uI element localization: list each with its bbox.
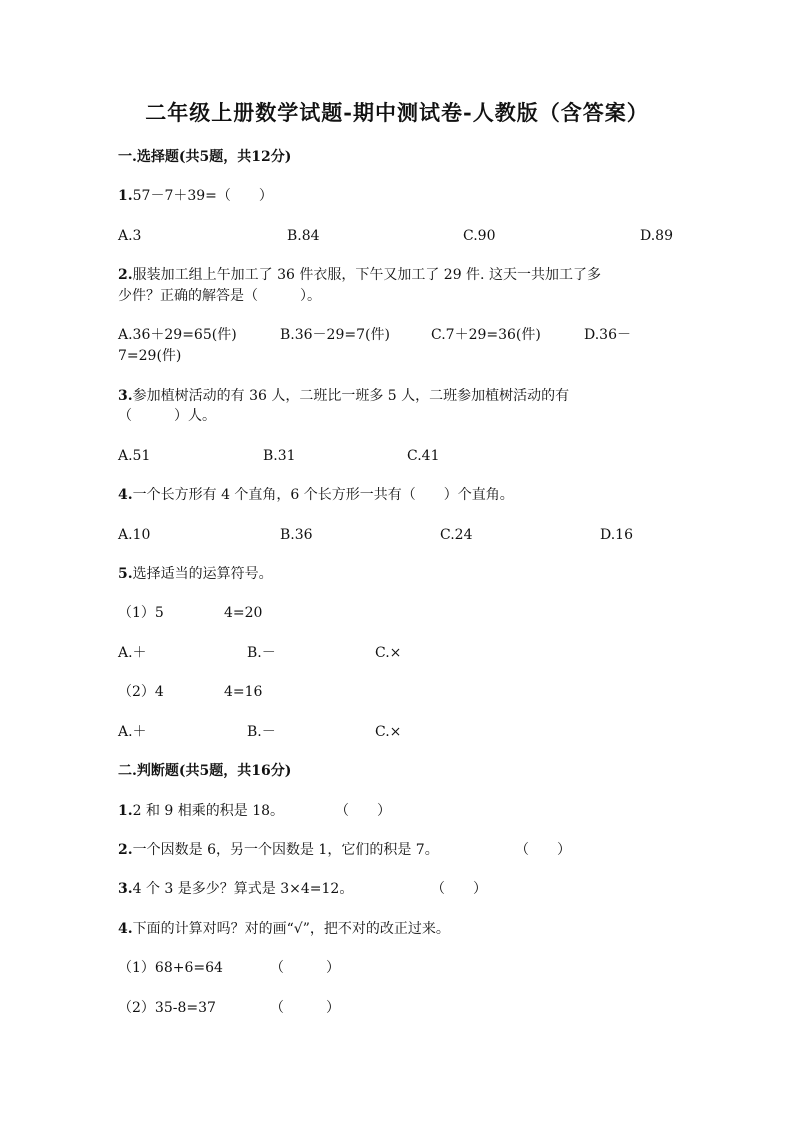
option-b: B.－ xyxy=(247,645,276,661)
question-number: 4. xyxy=(118,487,133,503)
sub-question-2-label: （2）4 xyxy=(118,684,164,700)
sub-question-1-label: （1）68+6=64 xyxy=(118,960,223,976)
question-number: 3. xyxy=(118,388,133,404)
question-number: 1. xyxy=(118,803,133,819)
option-a: A.36＋29=65(件) xyxy=(118,327,237,343)
question-number: 2. xyxy=(118,842,133,858)
page-title: 二年级上册数学试题-期中测试卷-人教版（含答案） xyxy=(145,100,649,125)
option-b: B.－ xyxy=(247,724,276,740)
option-c: C.90 xyxy=(463,228,496,244)
question-2-line2: 少件？正确的解答是（ ）。 xyxy=(118,288,321,304)
question-3 xyxy=(118,386,569,406)
judge-question-2 xyxy=(118,840,439,860)
answer-blank: （ ） xyxy=(270,1000,340,1016)
sub-question-1-rest: 4=20 xyxy=(224,605,263,621)
question-text: 2 和 9 相乘的积是 18。 xyxy=(132,803,285,819)
question-1 xyxy=(118,186,273,206)
option-a: A.10 xyxy=(118,527,151,543)
answer-blank: （ ） xyxy=(431,881,487,897)
question-text: 57－7＋39=（ ） xyxy=(132,188,273,204)
option-a: A.＋ xyxy=(118,724,147,740)
option-c: C.× xyxy=(375,724,402,740)
question-3-line2: （ ）人。 xyxy=(118,408,216,424)
answer-blank: （ ） xyxy=(515,842,571,858)
option-c: C.× xyxy=(375,645,402,661)
option-d: D.89 xyxy=(640,228,673,244)
option-b: B.36 xyxy=(280,527,313,543)
question-number: 1. xyxy=(118,188,133,204)
section-heading-choice: 一.选择题(共5题，共12分) xyxy=(118,149,292,165)
question-text: 一个因数是 6，另一个因数是 1，它们的积是 7。 xyxy=(132,842,439,858)
question-5 xyxy=(118,564,273,584)
option-b: B.31 xyxy=(263,448,296,464)
question-text: 4 个 3 是多少？算式是 3×4=12。 xyxy=(132,881,354,897)
question-text: 下面的计算对吗？对的画“√”，把不对的改正过来。 xyxy=(132,921,450,937)
question-number: 3. xyxy=(118,881,133,897)
judge-question-1 xyxy=(118,801,284,821)
question-2 xyxy=(118,265,601,285)
question-text: 选择适当的运算符号。 xyxy=(132,566,273,582)
answer-blank: （ ） xyxy=(270,960,340,976)
question-text: 一个长方形有 4 个直角，6 个长方形一共有（ ）个直角。 xyxy=(132,487,514,503)
option-b: B.84 xyxy=(287,228,320,244)
question-4 xyxy=(118,485,514,505)
judge-question-4 xyxy=(118,919,450,939)
option-c: C.7＋29=36(件) xyxy=(431,327,541,343)
option-d: D.36－ xyxy=(584,327,631,343)
option-c: C.41 xyxy=(407,448,440,464)
option-a: A.＋ xyxy=(118,645,147,661)
sub-question-2-label: （2）35-8=37 xyxy=(118,1000,216,1016)
option-d: D.16 xyxy=(600,527,633,543)
question-number: 2. xyxy=(118,267,133,283)
judge-question-3 xyxy=(118,879,353,899)
question-number: 4. xyxy=(118,921,133,937)
question-number: 5. xyxy=(118,566,133,582)
question-text-line1: 参加植树活动的有 36 人，二班比一班多 5 人，二班参加植树活动的有 xyxy=(132,388,570,404)
option-d-continued: 7=29(件) xyxy=(118,348,182,364)
option-b: B.36－29=7(件) xyxy=(280,327,390,343)
option-a: A.51 xyxy=(118,448,151,464)
answer-blank: （ ） xyxy=(335,803,391,819)
sub-question-1-label: （1）5 xyxy=(118,605,164,621)
option-c: C.24 xyxy=(440,527,473,543)
option-a: A.3 xyxy=(118,228,142,244)
section-heading-judge: 二.判断题(共5题，共16分) xyxy=(118,763,292,779)
question-text-line1: 服装加工组上午加工了 36 件衣服，下午又加工了 29 件. 这天一共加工了多 xyxy=(132,267,601,283)
sub-question-2-rest: 4=16 xyxy=(224,684,263,700)
